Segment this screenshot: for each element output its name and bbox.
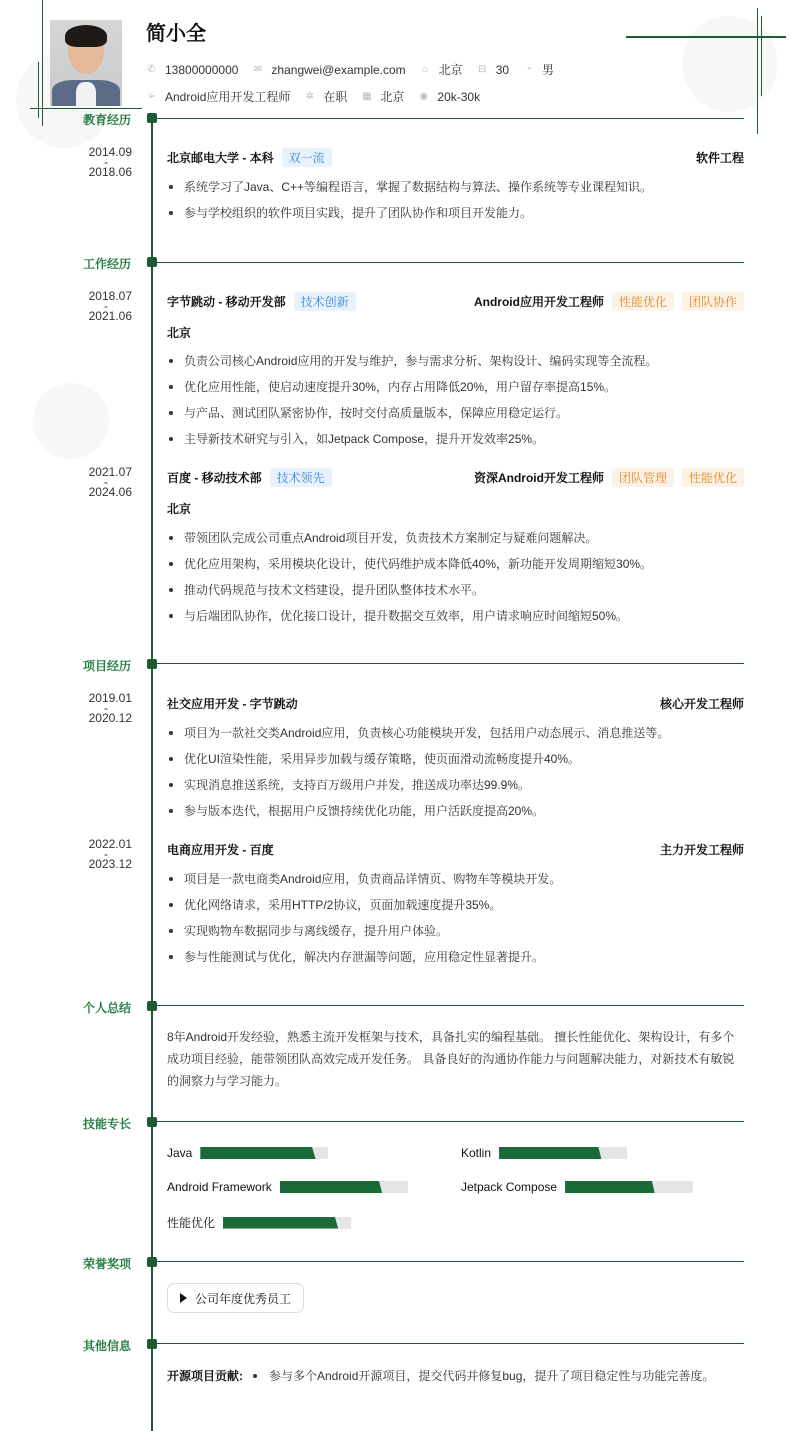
date-range: 2022.01 - 2023.12: [88, 837, 132, 871]
decorative-line: [626, 36, 786, 38]
date-range: 2014.09 - 2018.06: [88, 145, 132, 179]
list-item: 优化应用性能，使启动速度提升30%，内存占用降低20%，用户留存率提高15%。: [167, 380, 744, 406]
skill-name: Jetpack Compose: [461, 1180, 558, 1194]
list-item: 优化网络请求，采用HTTP/2协议，页面加载速度提升35%。: [167, 898, 744, 924]
send-icon: ➢: [147, 91, 156, 102]
intent-row: [146, 88, 494, 105]
candidate-name: 简小全: [146, 23, 206, 45]
list-item: 与后端团队协作，优化接口设计，提升数据交互效率，用户请求响应时间缩短50%。: [167, 609, 744, 635]
section-divider: [152, 1343, 744, 1344]
job-tag: 性能优化: [612, 292, 674, 311]
skill-bar: [280, 1181, 408, 1193]
work-header: [167, 292, 744, 311]
skill-bar-fill: [223, 1217, 338, 1229]
section-title-work: 工作经历: [82, 257, 131, 271]
major: 软件工程: [695, 151, 744, 165]
company-tag: 技术创新: [294, 292, 356, 311]
home-icon: ⌂: [422, 64, 429, 75]
section-divider: [152, 1121, 744, 1122]
work-location: 北京: [167, 326, 192, 340]
decorative-line: [757, 8, 758, 134]
award-toggle-button[interactable]: [167, 1283, 304, 1313]
other-info-text: 参与多个Android开源项目，提交代码并修复bug，提升了项目稳定性与功能完善度。: [269, 1369, 715, 1383]
section-divider: [152, 118, 744, 119]
skill-name: Java: [167, 1146, 193, 1160]
list-item: 项目为一款社交类Android应用，负责核心功能模块开发，包括用户动态展示、消息推送等。: [167, 726, 744, 752]
salary-icon: ◉: [419, 91, 429, 102]
skill-bar-fill: [280, 1181, 382, 1193]
skill-item: [167, 1214, 351, 1231]
age-icon: ⊟: [477, 64, 487, 75]
list-item: 项目是一款电商类Android应用，负责商品详情页、购物车等模块开发。: [167, 872, 744, 898]
school-tag: 双一流: [282, 148, 332, 167]
education-header: [167, 148, 744, 167]
contact-phone: ✆ 13800000000: [147, 62, 239, 77]
building-icon: ▦: [362, 91, 372, 102]
project-bullets: [167, 872, 744, 976]
intent-city: ▦ 北京: [362, 90, 405, 104]
section-title-projects: 项目经历: [82, 659, 131, 673]
other-info: [167, 1367, 714, 1384]
list-item: 负责公司核心Android应用的开发与维护，参与需求分析、架构设计、编码实现等全流程。: [167, 354, 744, 380]
list-item: 推动代码规范与技术文档建设，提升团队整体技术水平。: [167, 583, 744, 609]
education-bullets: [167, 180, 744, 232]
date-range: 2018.07 - 2021.06: [88, 289, 132, 323]
company-name: 百度 - 移动技术部: [167, 471, 262, 485]
section-marker: [147, 659, 157, 669]
decorative-line: [30, 108, 142, 109]
decorative-circle: [682, 16, 778, 112]
list-item: 参与学校组织的软件项目实践，提升了团队协作和项目开发能力。: [167, 206, 744, 232]
contact-gender: ◔ 男: [523, 61, 554, 78]
list-item: 与产品、测试团队紧密协作，按时交付高质量版本，保障应用稳定运行。: [167, 406, 744, 432]
section-title-skills: 技能专长: [82, 1117, 131, 1131]
list-item: 实现消息推送系统，支持百万级用户并发，推送成功率达99.9%。: [167, 778, 744, 804]
skill-bar-fill: [499, 1147, 601, 1159]
company-name: 字节跳动 - 移动开发部: [167, 295, 286, 309]
skill-name: Android Framework: [167, 1180, 272, 1194]
project-header: [167, 695, 744, 712]
section-title-education: 教育经历: [82, 113, 131, 127]
list-item: 参与版本迭代，根据用户反馈持续优化功能，用户活跃度提高20%。: [167, 804, 744, 830]
skill-name: Kotlin: [461, 1146, 492, 1160]
project-name: 社交应用开发 - 字节跳动: [167, 697, 298, 711]
section-title-other: 其他信息: [82, 1339, 131, 1353]
decorative-circle: [33, 383, 109, 459]
section-divider: [152, 1005, 744, 1006]
award-label: 公司年度优秀员工: [195, 1291, 292, 1306]
timeline-line: [151, 118, 153, 1431]
intent-salary: ◉ 20k-30k: [419, 89, 481, 104]
section-title-awards: 荣誉奖项: [82, 1257, 131, 1271]
skill-bar: [565, 1181, 693, 1193]
section-divider: [152, 1261, 744, 1262]
school-name: 北京邮电大学 - 本科: [167, 151, 274, 165]
email-icon: ✉: [253, 64, 263, 75]
skill-item: [167, 1180, 408, 1194]
skill-bar: [200, 1147, 328, 1159]
intent-position: ➢ Android应用开发工程师: [147, 90, 291, 104]
section-marker: [147, 1257, 157, 1267]
work-header: [167, 468, 744, 487]
list-item: 实现购物车数据同步与离线缓存，提升用户体验。: [167, 924, 744, 950]
job-tag: 团队协作: [682, 292, 744, 311]
status-icon: ✲: [305, 91, 315, 102]
contact-row: [146, 61, 568, 78]
work-bullets: [167, 531, 744, 635]
list-item: 优化应用架构，采用模块化设计，使代码维护成本降低40%，新功能开发周期缩短30%。: [167, 557, 744, 583]
section-marker: [147, 1339, 157, 1349]
project-role: 主力开发工程师: [659, 843, 744, 857]
job-tag: 性能优化: [682, 468, 744, 487]
skill-bar-fill: [200, 1147, 315, 1159]
other-info-label: 开源项目贡献:: [167, 1369, 243, 1383]
job-tag: 团队管理: [612, 468, 674, 487]
section-divider: [152, 262, 744, 263]
work-bullets: [167, 354, 744, 458]
skill-bar-fill: [565, 1181, 655, 1193]
caret-right-icon: [180, 1293, 187, 1303]
project-role: 核心开发工程师: [659, 697, 744, 711]
list-item: 系统学习了Java、C++等编程语言，掌握了数据结构与算法、操作系统等专业课程知识。: [167, 180, 744, 206]
skill-name: 性能优化: [167, 1216, 216, 1230]
skill-item: [461, 1180, 693, 1194]
project-name: 电商应用开发 - 百度: [167, 843, 274, 857]
work-location: 北京: [167, 502, 192, 516]
list-item: 参与性能测试与优化，解决内存泄漏等问题，应用稳定性显著提升。: [167, 950, 744, 976]
avatar: [50, 20, 122, 106]
gender-icon: ◔: [525, 64, 532, 75]
intent-status: ✲ 在职: [305, 90, 348, 104]
contact-email: ✉ zhangwei@example.com: [253, 62, 406, 77]
summary-text: 8年Android开发经验，熟悉主流开发框架与技术，具备扎实的编程基础。 擅长性能优化、架构设计，有多个成功项目经验，能带领团队高效完成开发任务。 具备良好的沟通协作能力与问题解决能力，对新技术有敏锐的洞察力与学习能力。: [167, 1030, 735, 1088]
date-range: 2021.07 - 2024.06: [88, 465, 132, 499]
section-marker: [147, 1001, 157, 1011]
section-title-summary: 个人总结: [82, 1001, 131, 1015]
project-header: [167, 841, 744, 858]
decorative-line: [38, 62, 39, 118]
skill-item: [167, 1146, 328, 1160]
skill-item: [461, 1146, 627, 1160]
job-title: 资深Android开发工程师: [473, 471, 604, 485]
date-range: 2019.01 - 2020.12: [88, 691, 132, 725]
section-marker: [147, 1117, 157, 1127]
project-bullets: [167, 726, 744, 830]
section-divider: [152, 663, 744, 664]
decorative-line: [761, 16, 762, 96]
list-item: 主导新技术研究与引入，如Jetpack Compose，提升开发效率25%。: [167, 432, 744, 458]
list-item: 优化UI渲染性能，采用异步加载与缓存策略，使页面滑动流畅度提升40%。: [167, 752, 744, 778]
company-tag: 技术领先: [270, 468, 332, 487]
bullet-icon: [253, 1374, 257, 1378]
contact-city: ⌂ 北京: [420, 61, 463, 78]
skill-bar: [223, 1217, 351, 1229]
skill-bar: [499, 1147, 627, 1159]
job-title: Android应用开发工程师: [473, 295, 604, 309]
list-item: 带领团队完成公司重点Android项目开发，负责技术方案制定与疑难问题解决。: [167, 531, 744, 557]
contact-age: ⊟ 30: [477, 62, 510, 77]
phone-icon: ✆: [147, 64, 156, 75]
